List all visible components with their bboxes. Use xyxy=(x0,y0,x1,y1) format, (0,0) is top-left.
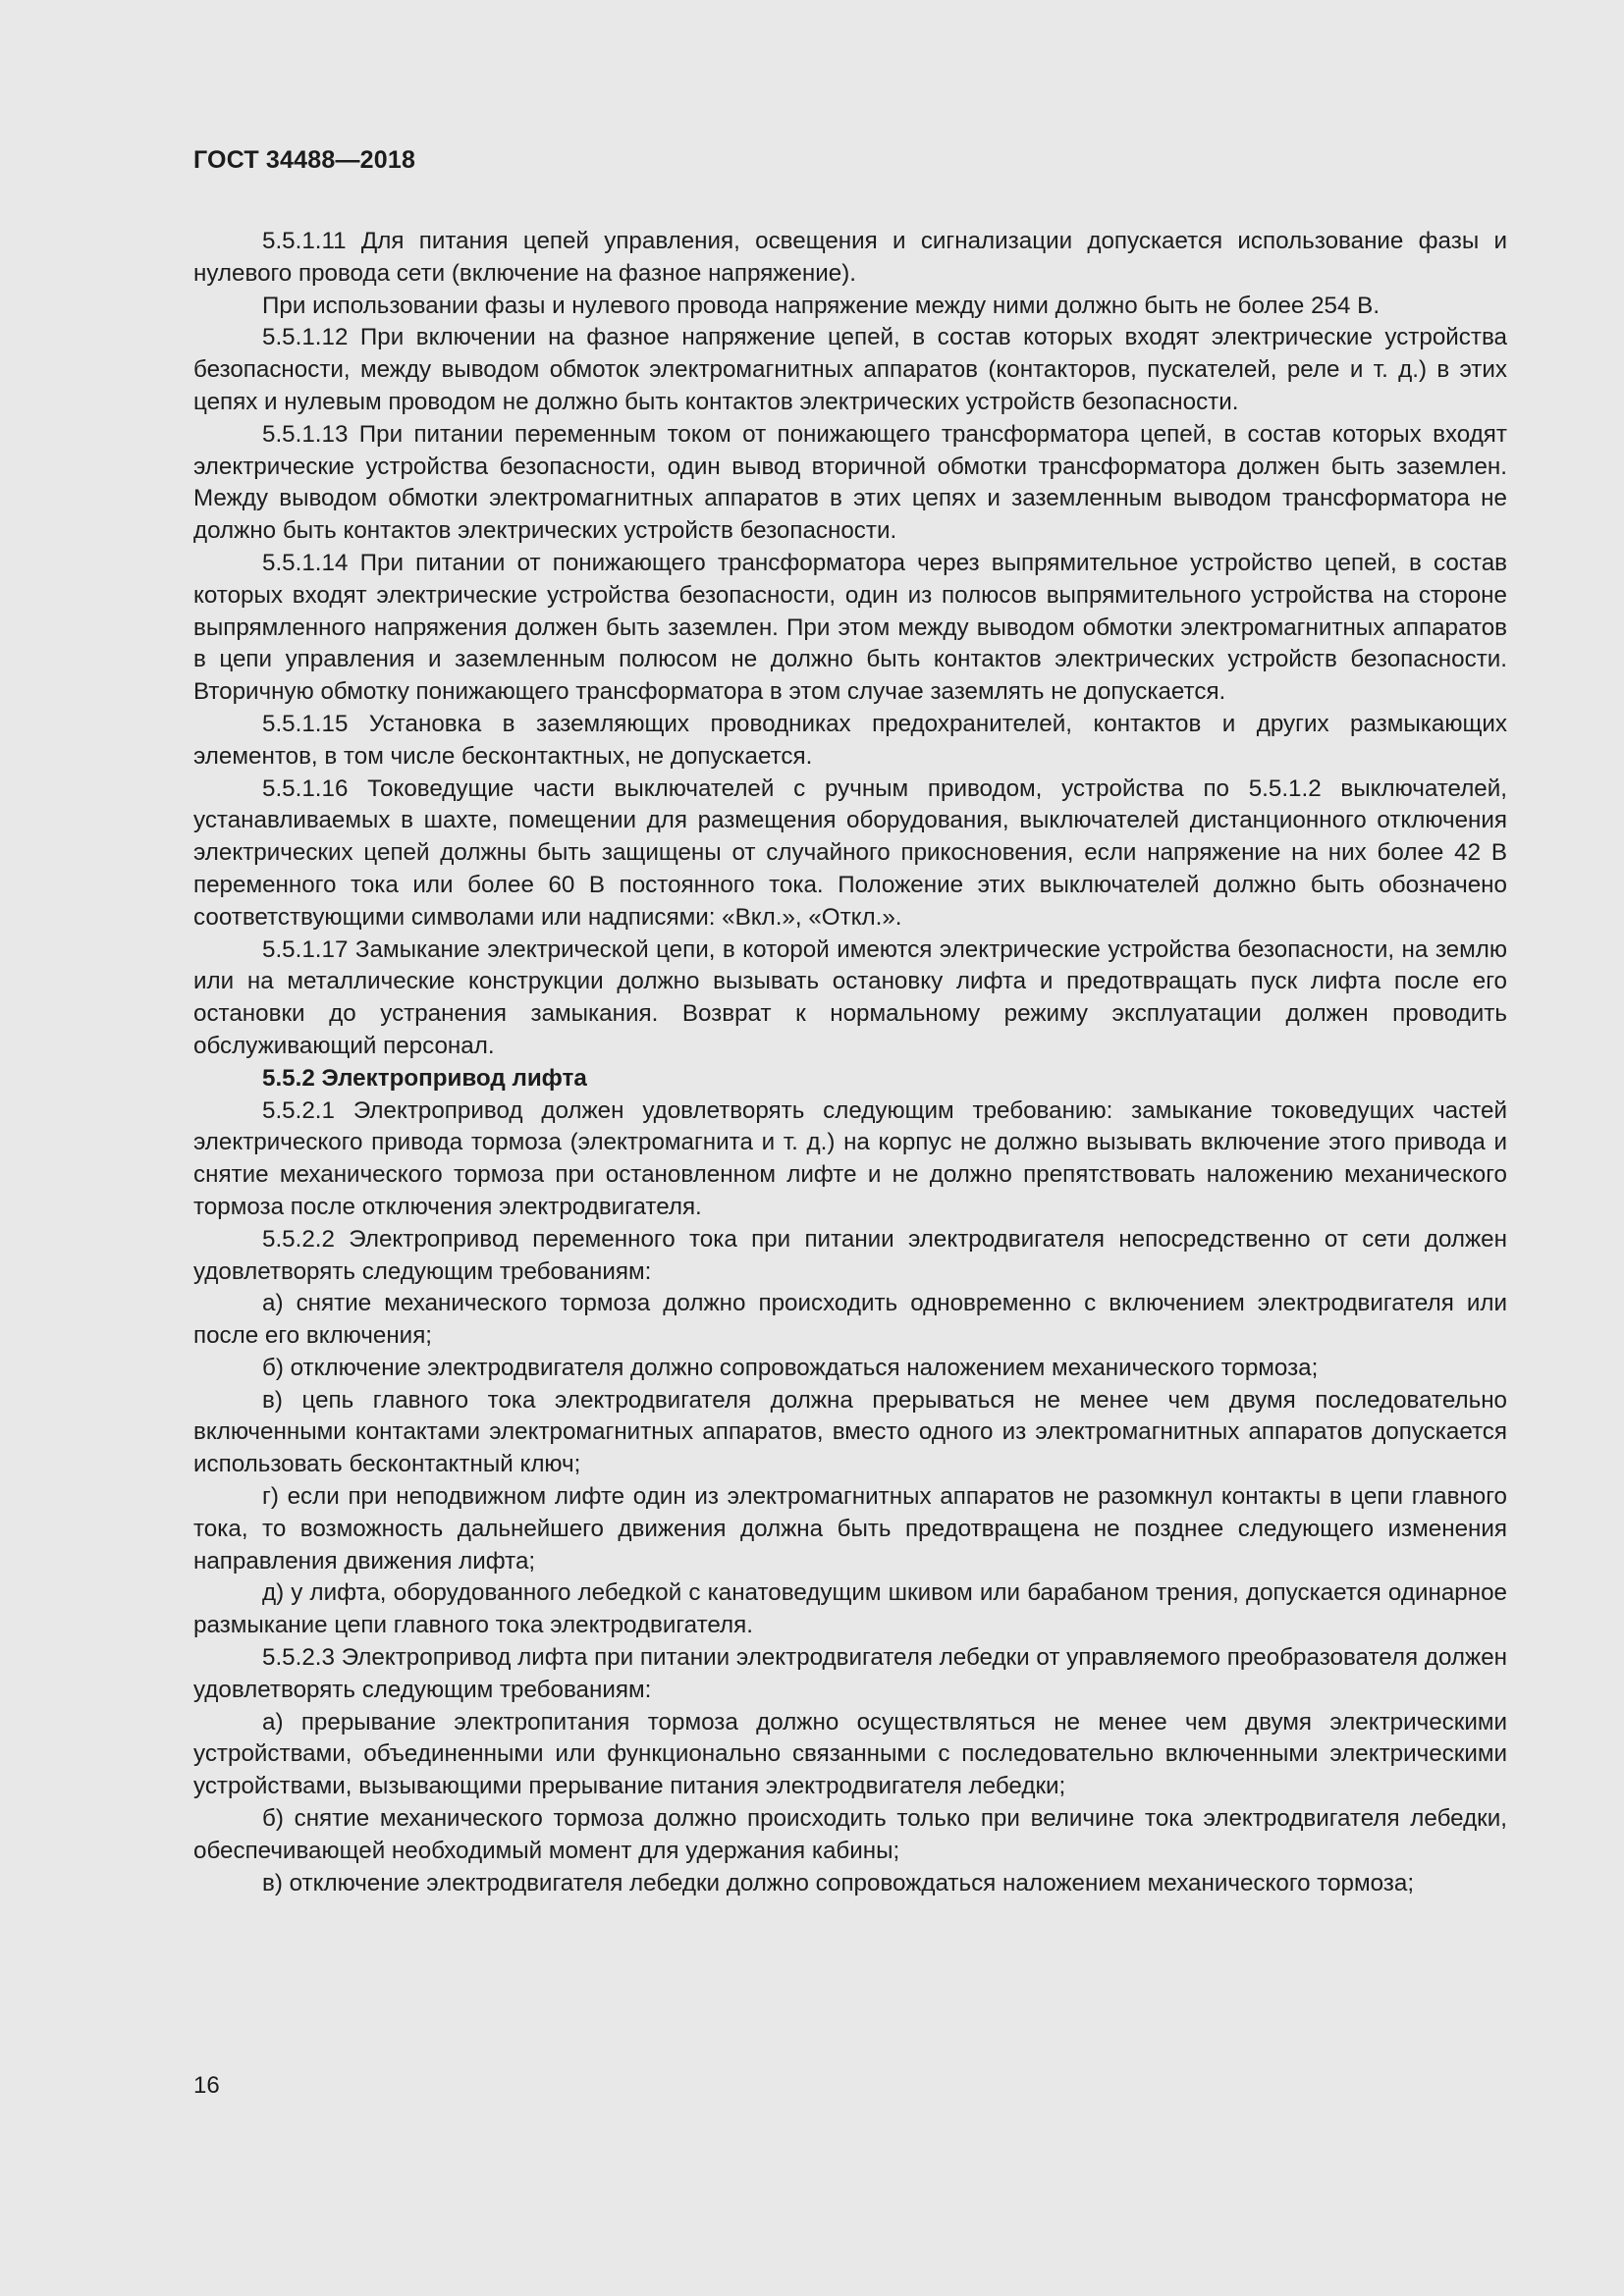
list-item-5-5-2-2-v: в) цепь главного тока электродвигателя должна прерываться не менее чем двумя последовательно включенными контактами электромагнитных аппаратов, вместо одного из электромагнитных аппаратов допускается использовать бесконтактный ключ; xyxy=(193,1386,1507,1478)
paragraph-5-5-1-11: 5.5.1.11 Для питания цепей управления, освещения и сигнализации допускается использование фазы и нулевого провода сети (включение на фазное напряжение). xyxy=(193,228,1507,287)
paragraph-5-5-1-15: 5.5.1.15 Установка в заземляющих проводниках предохранителей, контактов и других размыкающих элементов, в том числе бесконтактных, не допускается. xyxy=(193,710,1507,770)
list-item-5-5-2-2-b: б) отключение электродвигателя должно сопровождаться наложением механического тормоза; xyxy=(262,1354,1319,1381)
paragraph-5-5-2-2: 5.5.2.2 Электропривод переменного тока при питании электродвигателя непосредственно от сети должен удовлетворять следующим требованиям: xyxy=(193,1225,1507,1285)
paragraph-voltage-limit: При использовании фазы и нулевого провода напряжение между ними должно быть не более 254 В. xyxy=(262,292,1380,319)
list-item-5-5-2-3-a: а) прерывание электропитания тормоза должно осуществляться не менее чем двумя электрическими устройствами, объединенными или функционально связанными с последовательно включенными электрическими устройствами, вызывающими прерывание питания электродвигателя лебедки; xyxy=(193,1708,1507,1800)
list-item-5-5-2-3-v: в) отключение электродвигателя лебедки должно сопровождаться наложением механического тормоза; xyxy=(262,1869,1415,1896)
paragraph-5-5-2-1: 5.5.2.1 Электропривод должен удовлетворять следующим требованию: замыкание токоведущих частей электрического привода тормоза (электромагнита и т. д.) на корпус не должно вызывать включение этого привода и снятие механического тормоза при остановленном лифте и не должно препятствовать наложению механического тормоза после отключения электродвигателя. xyxy=(193,1096,1507,1220)
paragraph-5-5-1-12: 5.5.1.12 При включении на фазное напряжение цепей, в состав которых входят электрические устройства безопасности, между выводом обмоток электромагнитных аппаратов (контакторов, пускателей, реле и т. д.) в этих цепях и нулевым проводом не должно быть контактов электрических устройств безопасности. xyxy=(193,324,1507,415)
paragraph-5-5-2-3: 5.5.2.3 Электропривод лифта при питании электродвигателя лебедки от управляемого преобразователя должен удовлетворять следующим требованиям: xyxy=(193,1644,1507,1703)
list-item-5-5-2-2-d: д) у лифта, оборудованного лебедкой с канатоведущим шкивом или барабаном трения, допускается одинарное размыкание цепи главного тока электродвигателя. xyxy=(193,1579,1507,1639)
paragraph-5-5-1-13: 5.5.1.13 При питании переменным током от понижающего трансформатора цепей, в состав которых входят электрические устройства безопасности, один вывод вторичной обмотки трансформатора должен быть заземлен. Между выводом обмотки электромагнитных аппаратов в этих цепях и заземленным выводом трансформатора не должно быть контактов электрических устройств безопасности. xyxy=(193,420,1507,545)
paragraph-5-5-1-14: 5.5.1.14 При питании от понижающего трансформатора через выпрямительное устройство цепей, в состав которых входят электрические устройства безопасности, один из полюсов выпрямительного устройства на стороне выпрямленного напряжения должен быть заземлен. При этом между выводом обмотки электромагнитных аппаратов в цепи управления и заземленным полюсом не должно быть контактов электрических устройств безопасности. Вторичную обмотку понижающего трансформатора в этом случае заземлять не допускается. xyxy=(193,549,1507,706)
paragraph-5-5-1-16: 5.5.1.16 Токоведущие части выключателей с ручным приводом, устройства по 5.5.1.2 выключателей, устанавливаемых в шахте, помещении для размещения оборудования, выключателей дистанционного отключения электрических цепей должны быть защищены от случайного прикосновения, если напряжение на них более 42 В переменного тока или более 60 В постоянного тока. Положение этих выключателей должно быть обозначено соответствующими символами или надписями: «Вкл.», «Откл.». xyxy=(193,774,1507,931)
paragraph-5-5-1-17: 5.5.1.17 Замыкание электрической цепи, в которой имеются электрические устройства безопасности, на землю или на металлические конструкции должно вызывать остановку лифта и предотвращать пуск лифта после его остановки до устранения замыкания. Возврат к нормальному режиму эксплуатации должен проводить обслуживающий персонал. xyxy=(193,935,1507,1059)
list-item-5-5-2-3-b: б) снятие механического тормоза должно происходить только при величине тока электродвигателя лебедки, обеспечивающей необходимый момент для удержания кабины; xyxy=(193,1805,1507,1864)
list-item-5-5-2-2-g: г) если при неподвижном лифте один из электромагнитных аппаратов не разомкнул контакты в цепи главного тока, то возможность дальнейшего движения должна быть предотвращена не позднее следующего изменения направления движения лифта; xyxy=(193,1483,1507,1575)
document-header: ГОСТ 34488—2018 xyxy=(193,146,416,174)
section-heading-5-5-2: 5.5.2 Электропривод лифта xyxy=(262,1064,587,1092)
page-number: 16 xyxy=(193,2072,220,2099)
list-item-5-5-2-2-a: а) снятие механического тормоза должно происходить одновременно с включением электродвигателя или после его включения; xyxy=(193,1290,1507,1350)
document-body xyxy=(193,226,1507,1899)
